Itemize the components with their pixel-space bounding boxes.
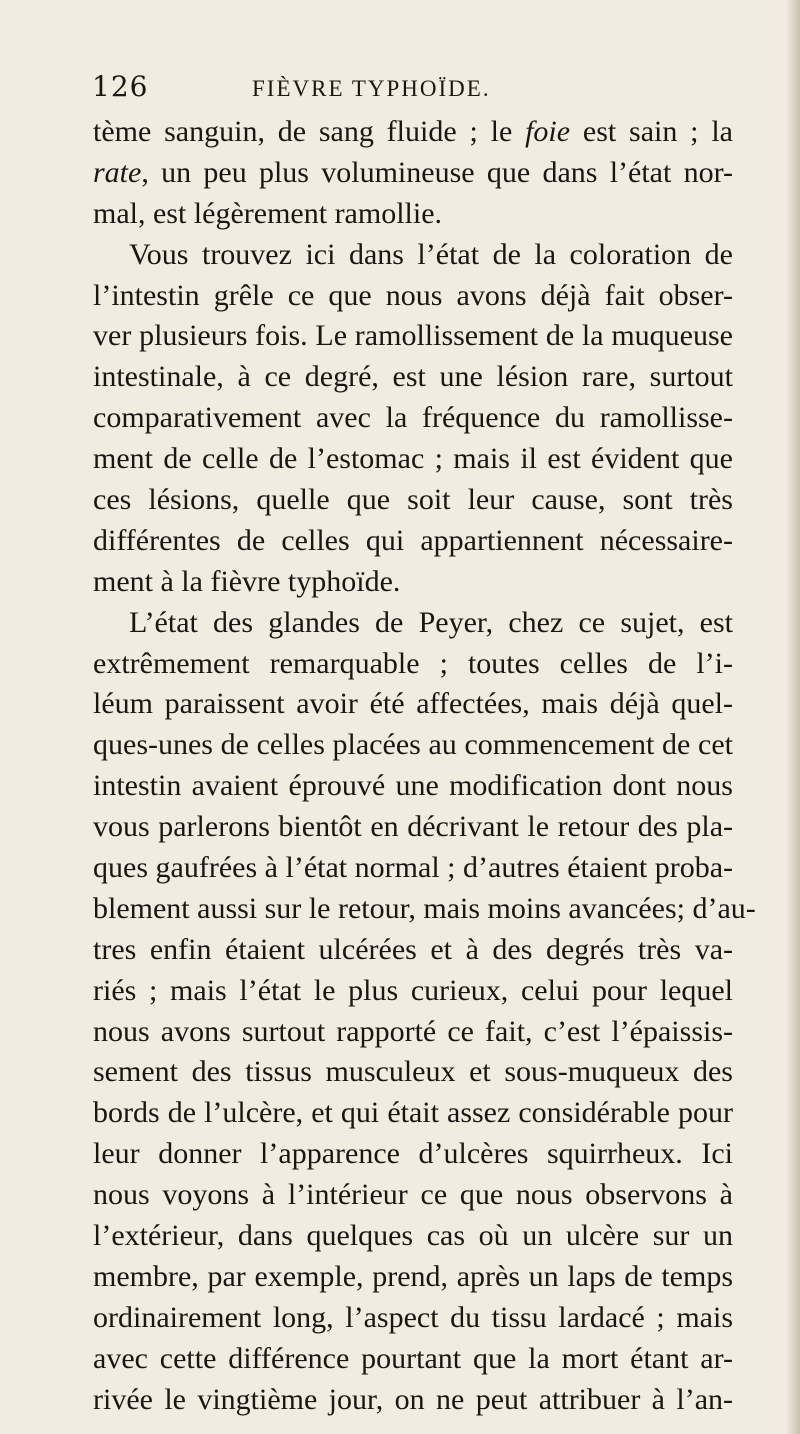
text-line: ment à la fièvre typhoïde. [93, 564, 401, 598]
page-header [92, 70, 732, 110]
text-line: avec cette différence pourtant que la mort étant ar- [93, 1341, 733, 1375]
text-line: mal, est légèrement ramollie. [93, 196, 443, 230]
text-line: intestinale, à ce degré, est une lésion rare, surtout [93, 360, 733, 394]
text-line: ment de celle de l’estomac ; mais il est évident que [93, 442, 733, 476]
text-line: rate, un peu plus volumineuse que dans l’état nor- [93, 155, 733, 189]
text-line: rivée le vingtième jour, on ne peut attribuer à l’an- [93, 1382, 733, 1416]
text-line: nous voyons à l’intérieur ce que nous observons à [93, 1178, 733, 1212]
text-line: nous avons surtout rapporté ce fait, c’est l’épaissis- [93, 1014, 733, 1048]
text-line: blement aussi sur le retour, mais moins avancées; d’au- [93, 891, 756, 925]
text-line: léum paraissent avoir été affectées, mais déjà quel- [93, 687, 733, 721]
text-line: tème sanguin, de sang fluide ; le foie est sain ; la [93, 115, 733, 148]
body-text [93, 112, 756, 1421]
text-line: Vous trouvez ici dans l’état de la coloration de [129, 237, 733, 271]
text-line: ver plusieurs fois. Le ramollissement de la muqueuse [93, 319, 733, 353]
text-line: bords de l’ulcère, et qui était assez considérable pour [93, 1096, 733, 1130]
text-line: tres enfin étaient ulcérées et à des degrés très va- [93, 932, 733, 966]
italic-word: foie [525, 115, 571, 148]
text-line: l’extérieur, dans quelques cas où un ulcère sur un [93, 1219, 733, 1253]
text-line: l’intestin grêle ce que nous avons déjà fait obser- [93, 278, 733, 312]
text-line: comparativement avec la fréquence du ramollisse- [93, 401, 733, 435]
text-line: ques gaufrées à l’état normal ; d’autres étaient proba- [93, 851, 733, 885]
italic-word: rate [93, 155, 142, 189]
text-line: extrêmement remarquable ; toutes celles de l’i- [93, 646, 733, 680]
text-line: leur donner l’apparence d’ulcères squirrheux. Ici [93, 1137, 733, 1171]
text-line: riés ; mais l’état le plus curieux, celui pour lequel [93, 973, 733, 1007]
text-line: sement des tissus musculeux et sous-muqueux des [93, 1055, 733, 1089]
page-edge [786, 0, 800, 1434]
text-line: vous parlerons bientôt en décrivant le retour des pla- [93, 810, 733, 844]
text-line: différentes de celles qui appartiennent nécessaire- [93, 523, 733, 557]
text-line: membre, par exemple, prend, après un laps de temps [93, 1259, 733, 1293]
text-line: ques-unes de celles placées au commencement de cet [93, 728, 733, 762]
text-line: L’état des glandes de Peyer, chez ce sujet, est [129, 605, 733, 639]
running-title: FIÈVRE TYPHOÏDE. [252, 76, 491, 101]
page-number: 126 [92, 70, 149, 103]
text-line: intestin avaient éprouvé une modification dont nous [93, 769, 733, 803]
text-line: ces lésions, quelle que soit leur cause, sont très [93, 483, 733, 517]
text-line: ordinairement long, l’aspect du tissu lardacé ; mais [93, 1300, 733, 1334]
